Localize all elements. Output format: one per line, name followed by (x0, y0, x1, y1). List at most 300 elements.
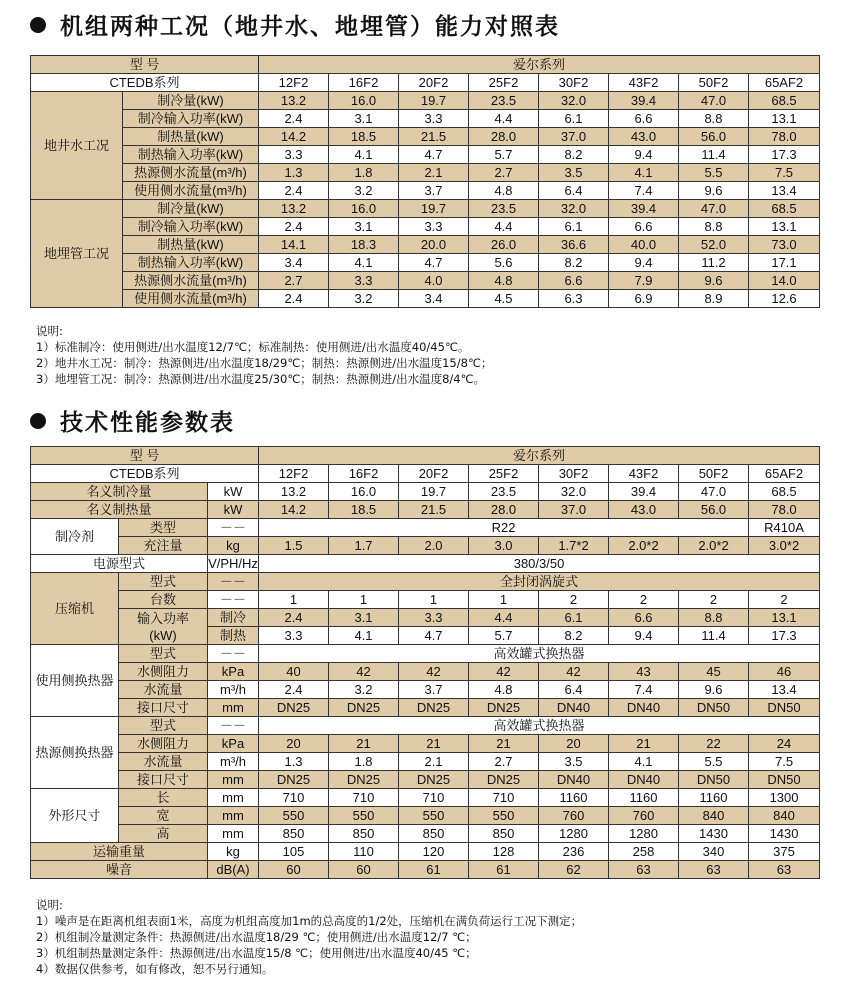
sub-label: 充注量 (119, 537, 208, 555)
value-cell: R410A (749, 519, 820, 537)
value-cell: 3.4 (259, 254, 329, 272)
sub-label: 水侧阻力 (119, 663, 208, 681)
value-cell: 2.4 (259, 609, 329, 627)
value-cell: 9.6 (679, 272, 749, 290)
sub-label: 水流量 (119, 681, 208, 699)
value-cell: 5.7 (469, 146, 539, 164)
note-line: 2）机组制冷量测定条件：热源侧进/出水温度18/29 ℃；使用侧进/出水温度12/7 ℃； (36, 930, 477, 944)
value-cell: 4.1 (609, 164, 679, 182)
section2-title (30, 404, 235, 437)
value-cell: 6.6 (609, 609, 679, 627)
value-cell: 550 (399, 807, 469, 825)
table-row (31, 501, 820, 519)
value-cell: 840 (679, 807, 749, 825)
value-cell: 5.5 (679, 753, 749, 771)
value-cell: 21 (329, 735, 399, 753)
value-cell: 8.2 (539, 254, 609, 272)
value-cell: 128 (469, 843, 539, 861)
table-row (31, 128, 820, 146)
value-cell: 3.1 (329, 609, 399, 627)
group-label: 使用侧换热器 (31, 645, 119, 717)
value-cell: 14.1 (259, 236, 329, 254)
value-cell: 3.3 (259, 146, 329, 164)
value-cell: 3.2 (329, 290, 399, 308)
value-cell: 40 (259, 663, 329, 681)
row-label: 运输重量 (31, 843, 208, 861)
value-cell: 6.6 (609, 218, 679, 236)
value-cell: 13.1 (749, 110, 820, 128)
value-cell: 1 (469, 591, 539, 609)
unit-cell: dB(A) (208, 861, 259, 879)
value-cell: 13.4 (749, 182, 820, 200)
sub-label: 接口尺寸 (119, 699, 208, 717)
value-cell: 13.1 (749, 609, 820, 627)
value-cell: 1.3 (259, 164, 329, 182)
value-cell: 63 (609, 861, 679, 879)
unit-cell: －－ (208, 519, 259, 537)
model-name: 20F2 (399, 465, 469, 483)
value-cell: 14.0 (749, 272, 820, 290)
value-cell: 36.6 (539, 236, 609, 254)
value-cell: 3.5 (539, 164, 609, 182)
value-cell: 2 (609, 591, 679, 609)
value-cell: 40.0 (609, 236, 679, 254)
value-cell: DN25 (399, 771, 469, 789)
table-row (31, 146, 820, 164)
value-cell: 1280 (609, 825, 679, 843)
value-cell: 3.3 (399, 218, 469, 236)
value-cell: 14.2 (259, 128, 329, 146)
header-row (31, 465, 820, 483)
value-cell: 7.5 (749, 164, 820, 182)
value-cell: 1 (259, 591, 329, 609)
row-label: 使用侧水流量(m³/h) (123, 290, 259, 308)
value-cell: 37.0 (539, 501, 609, 519)
value-cell: 21 (609, 735, 679, 753)
value-cell: 4.4 (469, 218, 539, 236)
group-label: 压缩机 (31, 573, 119, 645)
value-cell: 19.7 (399, 200, 469, 218)
value-cell: 6.4 (539, 182, 609, 200)
value-cell: 56.0 (679, 128, 749, 146)
unit-cell: kPa (208, 663, 259, 681)
value-cell: 61 (399, 861, 469, 879)
value-cell: 45 (679, 663, 749, 681)
table-row (31, 519, 820, 537)
model-name: 12F2 (259, 74, 329, 92)
unit-cell: V/PH/Hz (208, 556, 258, 571)
value-cell: 9.4 (609, 627, 679, 645)
value-cell: 1.8 (329, 164, 399, 182)
value-cell: 7.4 (609, 182, 679, 200)
value-cell: 3.3 (399, 110, 469, 128)
value-cell: 68.5 (749, 200, 820, 218)
value-cell: 42 (399, 663, 469, 681)
value-cell: DN25 (259, 771, 329, 789)
value-cell: 4.5 (469, 290, 539, 308)
value-cell: 21 (469, 735, 539, 753)
sub-label: 高 (119, 825, 208, 843)
value-cell: 5.6 (469, 254, 539, 272)
value-cell: 4.7 (399, 254, 469, 272)
value-cell: DN40 (539, 699, 609, 717)
value-cell: 68.5 (749, 483, 820, 501)
value-cell: 4.7 (399, 146, 469, 164)
value-cell: 47.0 (679, 92, 749, 110)
value-cell: 850 (259, 825, 329, 843)
sub-label: 宽 (119, 807, 208, 825)
table-row (31, 272, 820, 290)
note-line: 1）标准制冷：使用侧进/出水温度12/7℃；标准制热：使用侧进/出水温度40/45℃。 (36, 340, 470, 354)
sub-label: 型式 (119, 645, 208, 663)
unit-cell: 制热 (208, 627, 259, 645)
sub-label: 型式 (119, 717, 208, 735)
value-cell: 46 (749, 663, 820, 681)
value-cell: 17.3 (749, 627, 820, 645)
value-cell: 61 (469, 861, 539, 879)
value-cell: 42 (539, 663, 609, 681)
value-cell: 42 (329, 663, 399, 681)
value-cell: DN25 (259, 699, 329, 717)
unit-cell: mm (208, 789, 259, 807)
value-cell: 760 (609, 807, 679, 825)
value-cell: 全封闭涡旋式 (259, 573, 820, 591)
model-name: 65AF2 (749, 74, 820, 92)
value-cell: 4.1 (329, 254, 399, 272)
value-cell: 13.2 (259, 92, 329, 110)
value-cell: 3.5 (539, 753, 609, 771)
value-cell: 20 (539, 735, 609, 753)
table-row (31, 200, 820, 218)
value-cell: 6.1 (539, 110, 609, 128)
value-cell: 23.5 (469, 200, 539, 218)
note-line: 说明: (36, 324, 63, 338)
value-cell: 2.4 (259, 182, 329, 200)
value-cell: 47.0 (679, 200, 749, 218)
sub-label: 类型 (119, 519, 208, 537)
value-cell: 3.7 (399, 182, 469, 200)
value-cell: 4.4 (469, 609, 539, 627)
row-label: 热源侧水流量(m³/h) (123, 272, 259, 290)
power-unit-label: (kW) (149, 627, 177, 643)
value-cell: 3.0*2 (749, 537, 820, 555)
unit-cell: －－ (208, 573, 259, 591)
unit-cell: kg (208, 537, 259, 555)
section2-notes (36, 897, 582, 977)
value-cell: 22 (679, 735, 749, 753)
table-row (31, 789, 820, 807)
value-cell: 26.0 (469, 236, 539, 254)
unit-cell: mm (208, 699, 259, 717)
value-cell: 23.5 (469, 483, 539, 501)
value-cell: 78.0 (749, 501, 820, 519)
value-cell: 高效罐式换热器 (259, 717, 820, 735)
unit-cell: mm (208, 807, 259, 825)
table-row (31, 537, 820, 555)
note-line: 说明: (36, 898, 63, 912)
table-row (31, 681, 820, 699)
model-name: 16F2 (329, 74, 399, 92)
table-row (31, 591, 820, 609)
model-label: 型 号 (31, 447, 259, 465)
value-cell: 2.7 (259, 272, 329, 290)
note-line: 3）地埋管工况：制冷：热源侧进/出水温度25/30℃；制热：热源侧进/出水温度8/4℃。 (36, 372, 486, 386)
value-cell: 380/3/50 (259, 555, 820, 573)
value-cell: 7.5 (749, 753, 820, 771)
value-cell: 13.1 (749, 218, 820, 236)
brand-series: 爱尔系列 (259, 56, 820, 74)
value-cell: 1.5 (259, 537, 329, 555)
row-label: 热源侧水流量(m³/h) (123, 164, 259, 182)
note-line: 1）噪声是在距离机组表面1米，高度为机组高度加1m的总高度的1/2处，压缩机在满负荷运行工况下测定； (36, 914, 583, 928)
model-name: 43F2 (609, 465, 679, 483)
value-cell: 3.0 (469, 537, 539, 555)
value-cell: 1.7 (329, 537, 399, 555)
unit-cell: －－ (208, 591, 259, 609)
value-cell: 4.7 (399, 627, 469, 645)
model-name: 20F2 (399, 74, 469, 92)
unit-cell: kW (208, 501, 259, 519)
value-cell: 2.0 (399, 537, 469, 555)
note-line: 2）地井水工况：制冷：热源侧进/出水温度18/29℃；制热：热源侧进/出水温度15/8℃； (36, 356, 493, 370)
unit-cell: kW (208, 483, 259, 501)
value-cell: 1300 (749, 789, 820, 807)
value-cell: 2.4 (259, 681, 329, 699)
value-cell: 4.8 (469, 272, 539, 290)
model-name: 43F2 (609, 74, 679, 92)
bullet-icon (30, 17, 46, 33)
value-cell: 3.3 (329, 272, 399, 290)
value-cell: R22 (259, 519, 749, 537)
unit-cell: －－ (208, 717, 259, 735)
value-cell: DN25 (399, 699, 469, 717)
value-cell: 710 (259, 789, 329, 807)
row-label: 制热量(kW) (123, 128, 259, 146)
value-cell: 850 (469, 825, 539, 843)
value-cell: DN40 (609, 699, 679, 717)
value-cell: 21.5 (399, 128, 469, 146)
technical-spec-table (30, 446, 820, 879)
value-cell: 23.5 (469, 92, 539, 110)
value-cell: 4.4 (469, 110, 539, 128)
unit-cell: －－ (208, 645, 259, 663)
value-cell: 850 (399, 825, 469, 843)
model-name: 30F2 (539, 74, 609, 92)
value-cell: DN25 (469, 771, 539, 789)
note-line: 4）数据仅供参考，如有修改，恕不另行通知。 (36, 962, 274, 976)
value-cell: 3.7 (399, 681, 469, 699)
value-cell: 2.4 (259, 218, 329, 236)
value-cell: 17.1 (749, 254, 820, 272)
sub-label: 台数 (119, 591, 208, 609)
value-cell: 1430 (749, 825, 820, 843)
model-label: 型 号 (31, 56, 259, 74)
value-cell: 42 (469, 663, 539, 681)
table-row (31, 843, 820, 861)
value-cell: 3.1 (329, 218, 399, 236)
value-cell: 32.0 (539, 200, 609, 218)
row-label: 制冷输入功率(kW) (123, 218, 259, 236)
value-cell: 1160 (679, 789, 749, 807)
section2-title-text: 技术性能参数表 (60, 410, 235, 436)
group-label: 制冷剂 (31, 519, 119, 555)
value-cell: 28.0 (469, 501, 539, 519)
value-cell: 39.4 (609, 200, 679, 218)
value-cell: 550 (329, 807, 399, 825)
row-label: 制冷量(kW) (123, 92, 259, 110)
value-cell: 340 (679, 843, 749, 861)
value-cell: 39.4 (609, 92, 679, 110)
model-name: 30F2 (539, 465, 609, 483)
value-cell: 550 (469, 807, 539, 825)
value-cell: 37.0 (539, 128, 609, 146)
value-cell: DN50 (679, 699, 749, 717)
value-cell: 2.4 (259, 110, 329, 128)
value-cell: 2.1 (399, 753, 469, 771)
value-cell: 5.5 (679, 164, 749, 182)
table-row (31, 573, 820, 591)
unit-cell: kPa (208, 735, 259, 753)
value-cell: 43 (609, 663, 679, 681)
value-cell: 550 (259, 807, 329, 825)
value-cell: 4.1 (609, 753, 679, 771)
row-label: 制热输入功率(kW) (123, 254, 259, 272)
value-cell: DN25 (469, 699, 539, 717)
table-row (31, 92, 820, 110)
row-label: 名义制热量 (31, 501, 208, 519)
unit-cell: kg (208, 843, 259, 861)
sub-label: 水侧阻力 (119, 735, 208, 753)
value-cell: 18.3 (329, 236, 399, 254)
sub-label: 长 (119, 789, 208, 807)
value-cell: 2.7 (469, 753, 539, 771)
value-cell: 120 (399, 843, 469, 861)
value-cell: 6.1 (539, 218, 609, 236)
value-cell: 19.7 (399, 92, 469, 110)
model-name: 25F2 (469, 74, 539, 92)
value-cell: 56.0 (679, 501, 749, 519)
row-label: 噪音 (31, 861, 208, 879)
value-cell: 4.8 (469, 681, 539, 699)
value-cell: DN40 (609, 771, 679, 789)
table-row (31, 735, 820, 753)
model-name: 16F2 (329, 465, 399, 483)
sub-label: 水流量 (119, 753, 208, 771)
value-cell: 73.0 (749, 236, 820, 254)
value-cell: 20 (259, 735, 329, 753)
value-cell: 62 (539, 861, 609, 879)
unit-cell: m³/h (208, 753, 259, 771)
table-row (31, 663, 820, 681)
value-cell: 6.3 (539, 290, 609, 308)
value-cell: 1 (399, 591, 469, 609)
table-row (31, 807, 820, 825)
value-cell: 7.9 (609, 272, 679, 290)
table-row (31, 555, 820, 573)
value-cell: 6.9 (609, 290, 679, 308)
value-cell: 710 (329, 789, 399, 807)
value-cell: DN40 (539, 771, 609, 789)
value-cell: 6.1 (539, 609, 609, 627)
section1-notes (36, 323, 492, 387)
sub-label (119, 609, 208, 645)
value-cell: 13.2 (259, 483, 329, 501)
value-cell: 6.4 (539, 681, 609, 699)
value-cell: 850 (329, 825, 399, 843)
header-row (31, 74, 820, 92)
value-cell: 9.6 (679, 182, 749, 200)
model-name: 65AF2 (749, 465, 820, 483)
table-row (31, 717, 820, 735)
value-cell: 11.2 (679, 254, 749, 272)
model-name: 50F2 (679, 74, 749, 92)
value-cell: 68.5 (749, 92, 820, 110)
note-line: 3）机组制热量测定条件：热源侧进/出水温度15/8 ℃；使用侧进/出水温度40/45 ℃； (36, 946, 477, 960)
row-label: 制热量(kW) (123, 236, 259, 254)
value-cell: 4.8 (469, 182, 539, 200)
section1-title-text: 机组两种工况（地井水、地埋管）能力对照表 (60, 14, 560, 40)
header-row (31, 447, 820, 465)
value-cell: 2 (749, 591, 820, 609)
value-cell: 7.4 (609, 681, 679, 699)
value-cell: 6.6 (539, 272, 609, 290)
sub-label: 型式 (119, 573, 208, 591)
value-cell: 28.0 (469, 128, 539, 146)
value-cell: 1.7*2 (539, 537, 609, 555)
table-row (31, 645, 820, 663)
unit-cell: mm (208, 825, 259, 843)
value-cell: 236 (539, 843, 609, 861)
row-label: 制冷量(kW) (123, 200, 259, 218)
sub-label: 接口尺寸 (119, 771, 208, 789)
value-cell: DN50 (679, 771, 749, 789)
value-cell: 3.3 (399, 609, 469, 627)
value-cell: 16.0 (329, 483, 399, 501)
table-row (31, 753, 820, 771)
value-cell: 710 (469, 789, 539, 807)
value-cell: 11.4 (679, 627, 749, 645)
section1-title (30, 8, 560, 41)
value-cell: 1.8 (329, 753, 399, 771)
value-cell: 5.7 (469, 627, 539, 645)
model-name: 12F2 (259, 465, 329, 483)
value-cell: 2.0*2 (609, 537, 679, 555)
condition-label: 地埋管工况 (31, 200, 123, 308)
unit-cell: 制冷 (208, 609, 259, 627)
value-cell: 24 (749, 735, 820, 753)
value-cell: DN25 (329, 771, 399, 789)
value-cell: 11.4 (679, 146, 749, 164)
value-cell: 3.4 (399, 290, 469, 308)
value-cell: 9.6 (679, 681, 749, 699)
value-cell: 4.0 (399, 272, 469, 290)
value-cell: 105 (259, 843, 329, 861)
row-label: 制冷输入功率(kW) (123, 110, 259, 128)
table-row (31, 290, 820, 308)
value-cell: 1160 (609, 789, 679, 807)
table-row (31, 825, 820, 843)
value-cell: 6.6 (609, 110, 679, 128)
value-cell: 43.0 (609, 128, 679, 146)
value-cell: 16.0 (329, 200, 399, 218)
value-cell: 2.7 (469, 164, 539, 182)
table-row (31, 771, 820, 789)
value-cell: 18.5 (329, 128, 399, 146)
value-cell: 19.7 (399, 483, 469, 501)
value-cell: 258 (609, 843, 679, 861)
value-cell: 760 (539, 807, 609, 825)
bullet-icon (30, 413, 46, 429)
